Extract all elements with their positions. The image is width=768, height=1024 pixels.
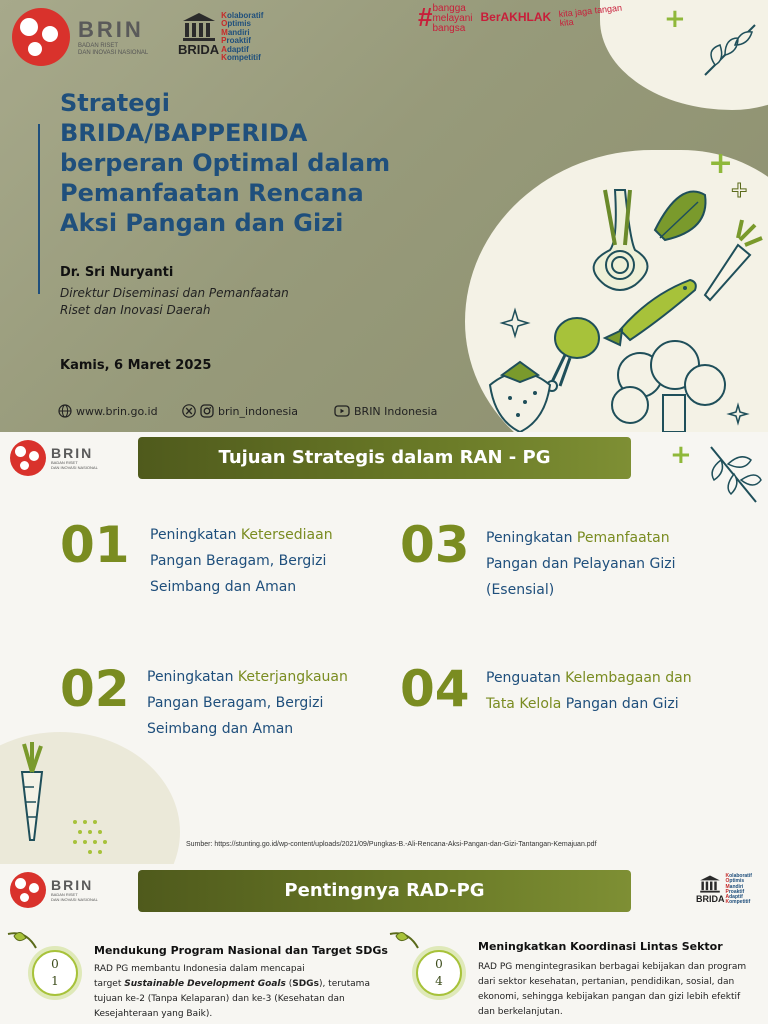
globe-icon — [58, 404, 72, 418]
brin-logo-mark — [10, 440, 46, 476]
youtube-link[interactable]: BRIN Indonesia — [334, 404, 437, 418]
x-icon — [182, 404, 196, 418]
instagram-icon — [200, 404, 214, 418]
brin-logo-mark — [10, 872, 46, 908]
youtube-icon — [334, 404, 350, 418]
brin-subtitle: BADAN RISET DAN INOVASI NASIONAL — [78, 43, 149, 56]
brin-logo-mark — [12, 8, 70, 66]
plus-icon: + — [730, 178, 749, 203]
food-illustration — [480, 150, 768, 432]
event-date: Kamis, 6 Maret 2025 — [60, 358, 212, 373]
berakhlak-badge: BerAKHLAK — [480, 10, 552, 24]
plus-icon: + — [708, 146, 734, 181]
point-body: RAD PG mengintegrasikan berbagai kebijakan dan program dari sektor kesehatan, pertanian, pendidikan, sosial, dan ekonomi, sehingga kebijakan pangan dan gizi lebih efektif dan berkelanjutan. — [478, 962, 747, 1017]
point-body: RAD PG membantu Indonesia dalam mencapai target Sustainable Development Goals (SDGs), terutama tujuan ke-2 (Tanpa Kelaparan) dan ke-3 (Kesehatan dan Kesejahteraan yang Baik). — [94, 964, 370, 1019]
section-header: Pentingnya RAD-PG — [138, 870, 631, 912]
importance-slide — [0, 864, 768, 1024]
plus-icon: + — [670, 440, 692, 470]
brida-values: Kolaboratif Optimis Mandiri Proaktif Adaptif Kompetitif — [221, 11, 264, 62]
carrot-icon — [705, 220, 762, 300]
title-accent-line — [38, 124, 40, 294]
leaf-branch-icon — [706, 442, 762, 506]
speaker-role: Direktur Diseminasi dan Pemanfaatan Riset dan Inovasi Daerah — [60, 286, 289, 317]
plus-icon: + — [664, 4, 686, 34]
chicken-leg-icon — [547, 318, 599, 391]
leaf-icon — [388, 930, 424, 954]
brin-subtitle: BADAN RISET DAN INOVASI NASIONAL — [51, 460, 98, 470]
goal-number: 02 — [60, 660, 130, 718]
brin-wordmark: BRIN — [51, 445, 94, 462]
bangga-melayani-badge: # bangga melayani bangsa — [418, 2, 473, 34]
brida-logo — [178, 12, 263, 62]
source-citation: Sumber: https://stunting.go.id/wp-content/uploads/2021/09/Pungkas-B.-Ali-Rencana-Aksi-Pangan-dan-Gizi-Tantangan-Kemajuan.pdf — [186, 841, 597, 848]
building-icon — [181, 12, 217, 42]
leaf-branch-icon — [700, 20, 760, 80]
brida-wordmark: BRIDA — [696, 894, 725, 904]
leaf-icon — [655, 192, 706, 240]
section-header: Tujuan Strategis dalam RAN - PG — [138, 437, 631, 479]
brin-wordmark: BRIN — [78, 17, 144, 43]
brida-wordmark: BRIDA — [178, 42, 220, 57]
point-number-badge: 0 4 — [416, 950, 462, 996]
building-icon — [699, 874, 721, 894]
brin-logo — [10, 872, 98, 908]
kita-jaga-badge: kita jaga tangan kita — [558, 2, 623, 29]
strawberry-icon — [490, 362, 550, 432]
onion-icon — [594, 190, 648, 290]
goal-text: Penguatan Kelembagaan dan Tata Kelola Pangan dan Gizi — [486, 670, 692, 712]
goal-number: 04 — [400, 660, 470, 718]
strategic-goals-slide — [0, 432, 768, 864]
goal-text: Peningkatan Ketersediaan Pangan Beragam, Bergizi Seimbang dan Aman — [150, 527, 333, 595]
social-ig-link[interactable]: brin_indonesia — [182, 404, 298, 418]
brida-logo — [696, 874, 752, 906]
broccoli-icon — [612, 341, 725, 432]
brin-logo — [12, 8, 148, 66]
goal-number: 03 — [400, 516, 470, 574]
brin-subtitle: BADAN RISET DAN INOVASI NASIONAL — [51, 892, 98, 902]
point-number-badge: 0 1 — [32, 950, 78, 996]
goal-number: 01 — [60, 516, 130, 574]
speaker-name: Dr. Sri Nuryanti — [60, 265, 174, 280]
website-link[interactable]: www.brin.go.id — [58, 404, 158, 418]
brin-logo — [10, 440, 98, 476]
brida-values: Kolaboratif Optimis Mandiri Proaktif Adaptif Kompetitif — [725, 873, 752, 906]
carrot-icon — [14, 742, 50, 842]
point-title: Mendukung Program Nasional dan Target SDGs — [94, 944, 388, 957]
brin-wordmark: BRIN — [51, 877, 94, 894]
goal-text: Peningkatan Pemanfaatan Pangan dan Pelayanan Gizi (Esensial) — [486, 530, 676, 598]
slide-title: Strategi BRIDA/BAPPERIDA berperan Optimal dalam Pemanfaatan Rencana Aksi Pangan dan Gizi — [60, 89, 391, 237]
campaign-badges — [418, 4, 639, 34]
leaf-icon — [6, 930, 42, 954]
goal-text: Peningkatan Keterjangkauan Pangan Beragam, Bergizi Seimbang dan Aman — [147, 669, 348, 737]
dots-decoration — [70, 817, 116, 857]
point-title: Meningkatkan Koordinasi Lintas Sektor — [478, 940, 723, 953]
title-slide — [0, 0, 768, 432]
